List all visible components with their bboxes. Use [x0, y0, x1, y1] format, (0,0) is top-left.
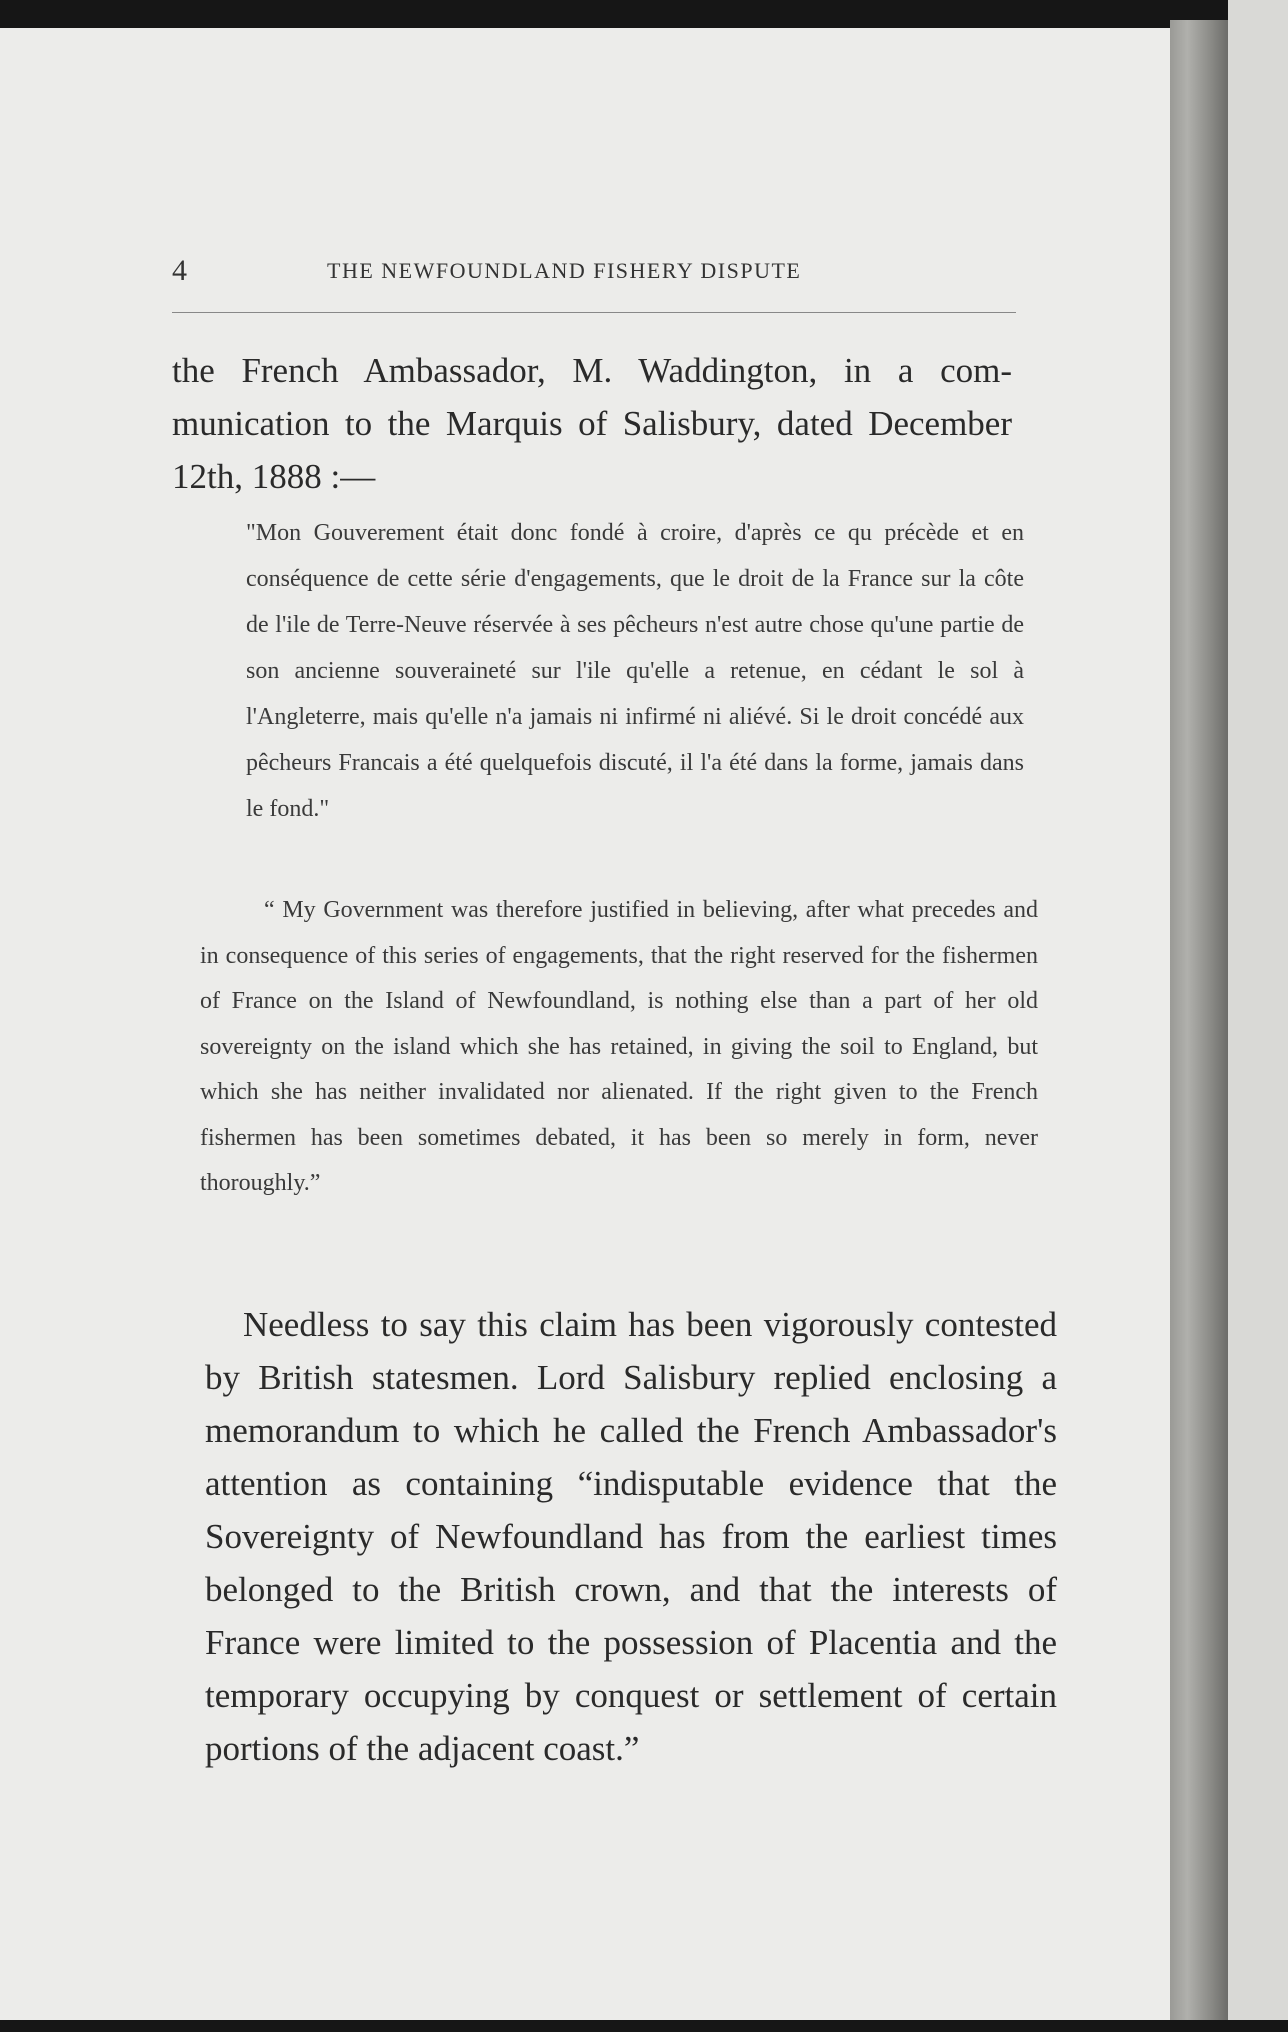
quote-french: "Mon Gouverement était donc fondé à croire, d'après ce qu précède et en conséquence de cette série d'engagements, que le droit de la France sur la côte de l'ile de Terre-Neuve réservée à ses pêcheurs n'est autre chose qu'une partie de son ancienne souveraineté sur l'ile qu'elle a retenue, en cédant le sol à l'Angleterre, mais qu'elle n'a jamais ni infirmé ni aliévé. Si le droit concédé aux pêcheurs Francais a été quelquefois discuté, il l'a été dans la forme, jamais dans le fond.": [246, 520, 1024, 822]
running-title: THE NEWFOUNDLAND FISHERY DISPUTE: [327, 258, 802, 283]
page-number: 4: [172, 254, 187, 287]
scan-bottom-border: [0, 2020, 1288, 2032]
page-edge-shadow: [1170, 20, 1228, 2032]
paragraph-intro: the French Ambassador, M. Waddington, in a communication to the Marquis of Salisbury, dated December 12th, 1888 :—: [172, 351, 1012, 496]
scan-right-margin: [1228, 0, 1288, 2032]
scan-top-border: [0, 0, 1288, 28]
page-header: [172, 254, 1016, 300]
header-rule: [172, 312, 1016, 313]
quote-english: “ My Government was therefore justified in believing, after what precedes and in consequence of this series of engagements, that the right reserved for the fishermen of France on the Island of Newfoundland, is nothing else than a part of her old sovereignty on the island which she has retained, in giving the soil to England, but which she has neither invalidated nor alienated. If the right given to the French fishermen has been sometimes debated, it has been so merely in form, never thoroughly.”: [200, 897, 1038, 1196]
paragraph-main: Needless to say this claim has been vigorously contested by British statesmen. Lord Salisbury replied enclosing a memorandum to which he called the French Ambassador's attention as containing “indisputable evidence that the Sovereignty of Newfoundland has from the earliest times belonged to the British crown, and that the interests of France were limited to the possession of Placentia and the temporary occupying by conquest or settlement of certain portions of the adjacent coast.”: [205, 1305, 1057, 1768]
